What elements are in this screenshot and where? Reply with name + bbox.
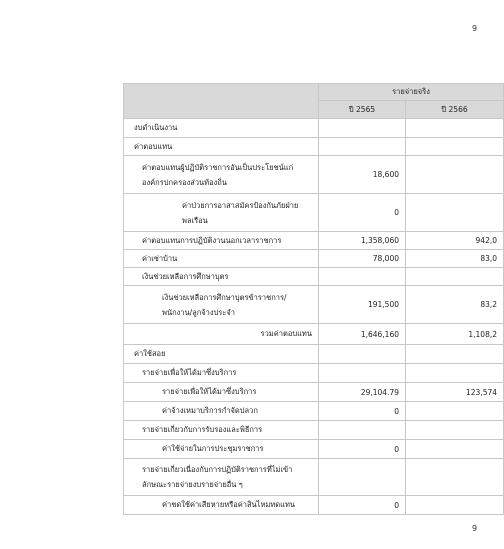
header-blank-cell <box>124 84 319 119</box>
row-label: ค่าใช้สอย <box>124 345 319 364</box>
table-row <box>124 286 504 324</box>
row-label: ค่าชดใช้ค่าเสียหายหรือค่าสินไหมทดแทน <box>124 496 319 515</box>
row-label: เงินช่วยเหลือการศึกษาบุตรข้าราชการ/พนักงาน/ลูกจ้างประจำ <box>124 286 319 324</box>
table-row <box>124 268 504 286</box>
row-label: ค่าเช่าบ้าน <box>124 250 319 268</box>
page-number-bottom: 9 <box>472 524 478 533</box>
row-value-2566: 83,2 <box>406 286 504 324</box>
row-value-2565: 0 <box>319 402 406 421</box>
row-label: เงินช่วยเหลือการศึกษาบุตร <box>124 268 319 286</box>
row-label: รายจ่ายเพื่อให้ได้มาซึ่งบริการ <box>124 383 319 402</box>
page-number-top: 9 <box>472 24 478 33</box>
row-label: ค่าตอบแทนการปฏิบัติงานนอกเวลาราชการ <box>124 232 319 250</box>
row-value-2566 <box>406 496 504 515</box>
table-row <box>124 138 504 156</box>
row-value-2565: 29,104.79 <box>319 383 406 402</box>
row-value-2566: 83,0 <box>406 250 504 268</box>
row-value-2566 <box>406 345 504 364</box>
row-label: ค่าตอบแทน <box>124 138 319 156</box>
table-row <box>124 421 504 440</box>
row-value-2566 <box>406 156 504 194</box>
table-row-total <box>124 324 504 345</box>
row-value-2565: 0 <box>319 194 406 232</box>
row-value-2566 <box>406 194 504 232</box>
row-value-2565 <box>319 364 406 383</box>
row-value-2566: 942,0 <box>406 232 504 250</box>
row-label: ค่าใช้จ่ายในการประชุมราชการ <box>124 440 319 459</box>
table-row <box>124 496 504 515</box>
row-value-2565 <box>319 268 406 286</box>
row-label: ค่าป่วยการอาสาสมัครป้องกันภัยฝ่ายพลเรือน <box>124 194 319 232</box>
table-row <box>124 250 504 268</box>
row-value-2566 <box>406 440 504 459</box>
table-row <box>124 156 504 194</box>
row-value-2565: 78,000 <box>319 250 406 268</box>
table-header-row <box>124 84 504 101</box>
row-value-2566 <box>406 138 504 156</box>
row-value-2565 <box>319 138 406 156</box>
header-year-2566: ปี 2566 <box>406 101 504 119</box>
row-value-2565: 0 <box>319 440 406 459</box>
row-value-2565 <box>319 421 406 440</box>
table-row <box>124 459 504 496</box>
row-value-2565: 0 <box>319 496 406 515</box>
table-row <box>124 119 504 138</box>
header-actual-expenditure: รายจ่ายจริง <box>319 84 504 101</box>
row-label: ค่าจ้างเหมาบริการกำจัดปลวก <box>124 402 319 421</box>
table-row <box>124 402 504 421</box>
budget-table <box>123 83 504 515</box>
table-row <box>124 345 504 364</box>
row-value-2565 <box>319 345 406 364</box>
row-value-2566: 1,108,2 <box>406 324 504 345</box>
table-row <box>124 364 504 383</box>
row-value-2565: 191,500 <box>319 286 406 324</box>
row-label: รายจ่ายเกี่ยวเนื่องกับการปฏิบัติราชการที่ไม่เข้าลักษณะรายจ่ายงบรายจ่ายอื่น ๆ <box>124 459 319 496</box>
row-value-2565: 1,358,060 <box>319 232 406 250</box>
row-value-2566: 123,574 <box>406 383 504 402</box>
table-row <box>124 440 504 459</box>
row-value-2566 <box>406 364 504 383</box>
row-value-2566 <box>406 268 504 286</box>
table-row <box>124 232 504 250</box>
table-row <box>124 194 504 232</box>
row-value-2565 <box>319 119 406 138</box>
row-label: รายจ่ายเกี่ยวกับการรับรองและพิธีการ <box>124 421 319 440</box>
row-value-2565: 18,600 <box>319 156 406 194</box>
row-value-2565: 1,646,160 <box>319 324 406 345</box>
row-label: ค่าตอบแทนผู้ปฏิบัติราชการอันเป็นประโยชน์แก่องค์กรปกครองส่วนท้องถิ่น <box>124 156 319 194</box>
row-value-2566 <box>406 459 504 496</box>
row-label: รายจ่ายเพื่อให้ได้มาซึ่งบริการ <box>124 364 319 383</box>
row-value-2566 <box>406 421 504 440</box>
row-value-2566 <box>406 119 504 138</box>
table-row <box>124 383 504 402</box>
row-label: งบดำเนินงาน <box>124 119 319 138</box>
row-value-2565 <box>319 459 406 496</box>
row-value-2566 <box>406 402 504 421</box>
header-year-2565: ปี 2565 <box>319 101 406 119</box>
row-label-total: รวมค่าตอบแทน <box>124 324 319 345</box>
